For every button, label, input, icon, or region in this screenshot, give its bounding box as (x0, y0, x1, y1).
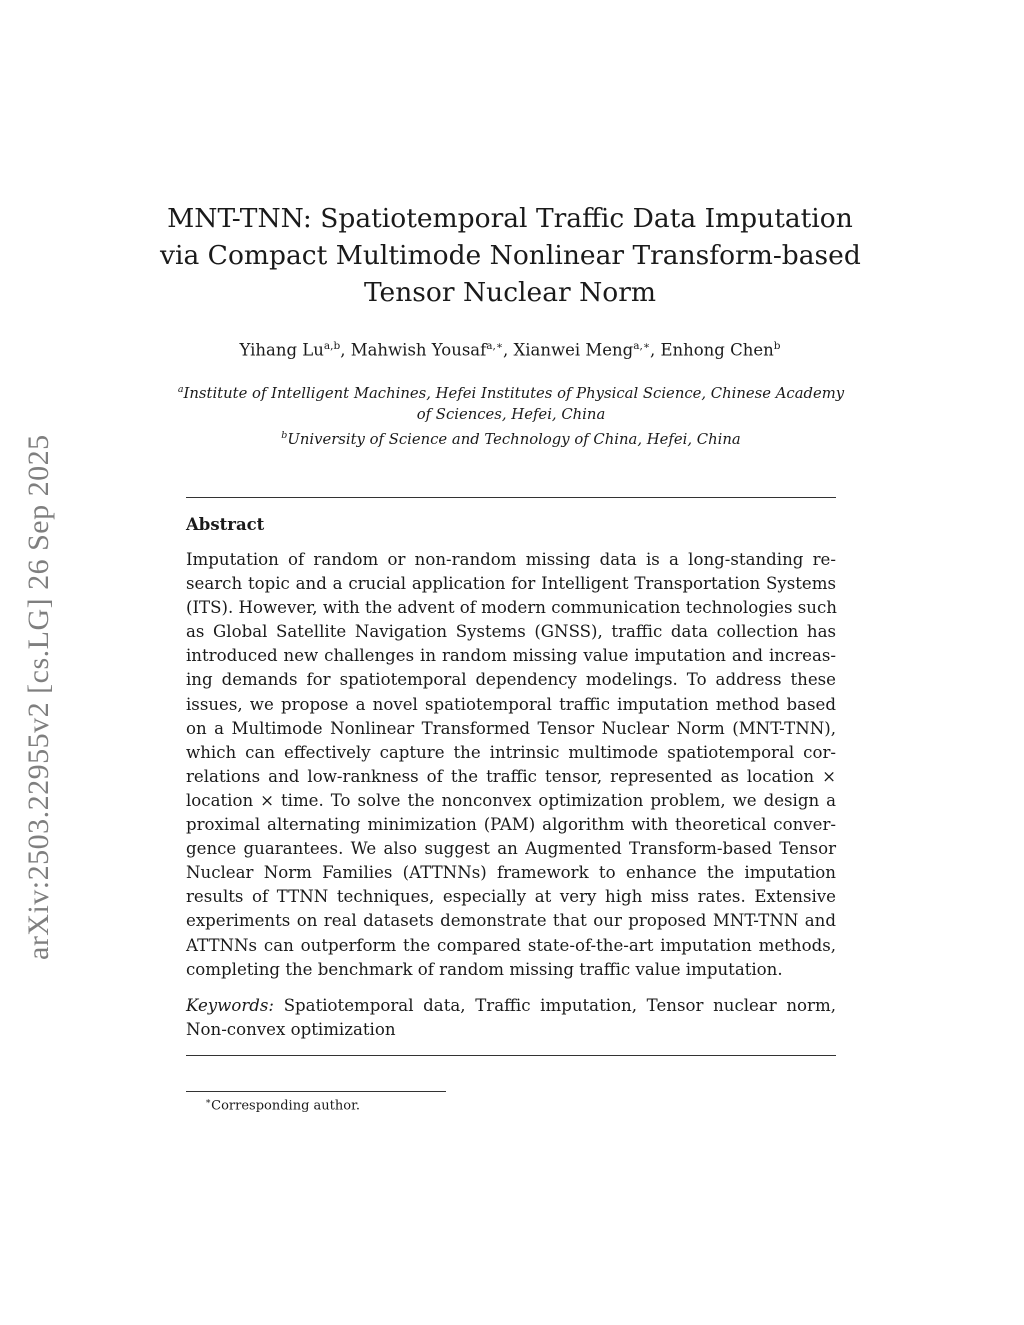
title-line: MNT-TNN: Spatiotemporal Traffic Data Imputation (167, 203, 853, 234)
author-affiliation-mark: a,b (323, 340, 341, 352)
keywords-text-1: Spatiotemporal data, Traffic imputation, Tensor nuclear norm, (274, 996, 836, 1015)
abstract-line: proximal alternating minimization (PAM) algorithm with theoretical conver- (186, 815, 836, 835)
affiliation-a-line-1 (175, 379, 847, 404)
abstract-line: gence guarantees. We also suggest an Augmented Transform-based Tensor (186, 839, 836, 859)
paper-title (160, 200, 860, 311)
abstract-top-rule (186, 497, 836, 498)
abstract-line: Nuclear Norm Families (ATTNNs) framework to enhance the imputation (186, 863, 836, 883)
author-name: Enhong Chen (660, 340, 774, 360)
author-affiliation-mark: a,∗ (633, 340, 650, 352)
keywords-line-2: Non-convex optimization (186, 1020, 396, 1040)
author-separator: , (502, 340, 514, 360)
keywords-line-1 (186, 994, 836, 1018)
affiliation-b-mark: b (281, 429, 288, 441)
abstract-line: results of TTNN techniques, especially at very high miss rates. Extensive (186, 887, 836, 907)
affiliation-a-line-2: of Sciences, Hefei, China (416, 405, 606, 423)
abstract-line: introduced new challenges in random missing value imputation and increas- (186, 646, 836, 666)
author-list (160, 340, 860, 360)
abstract-line: on a Multimode Nonlinear Transformed Tensor Nuclear Norm (MNT-TNN), (186, 718, 836, 738)
affiliation-a-text-1: Institute of Intelligent Machines, Hefei Institutes of Physical Science, Chinese Academy (183, 384, 845, 402)
title-line: Tensor Nuclear Norm (363, 277, 657, 308)
affiliation-b-line (175, 425, 847, 450)
abstract-line: ing demands for spatiotemporal dependency modelings. To address these (186, 670, 836, 690)
abstract-bottom-rule (186, 1055, 836, 1056)
author-separator: , (340, 340, 351, 360)
abstract-line: Imputation of random or non-random missing data is a long-standing re- (186, 550, 836, 569)
abstract-line: location × time. To solve the nonconvex optimization problem, we design a (186, 790, 836, 810)
author-affiliation-mark: a,∗ (486, 340, 503, 352)
affiliations (175, 379, 847, 450)
keywords (186, 994, 836, 1042)
affiliation-a-mark: a (177, 384, 184, 395)
abstract-body (186, 548, 836, 982)
footnote-text: Corresponding author. (211, 1098, 360, 1114)
abstract-heading: Abstract (186, 515, 265, 534)
author-name: Mahwish Yousaf (350, 340, 487, 360)
abstract-line: search topic and a crucial application for Intelligent Transportation Systems (186, 574, 836, 594)
author-name: Yihang Lu (239, 340, 324, 360)
author-name: Xianwei Meng (513, 340, 634, 360)
abstract-line: (ITS). However, with the advent of modern communication technologies such (186, 598, 837, 618)
abstract-line: as Global Satellite Navigation Systems (GNSS), traffic data collection has (186, 622, 836, 642)
affiliation-b-text: University of Science and Technology of China, Hefei, China (287, 430, 741, 448)
arxiv-identifier: arXiv:2503.22955v2 [cs.LG] 26 Sep 2025 (22, 434, 55, 960)
keywords-label: Keywords: (186, 996, 275, 1015)
title-line: via Compact Multimode Nonlinear Transform-based (160, 240, 861, 271)
footnote-mark: ∗ (205, 1097, 212, 1107)
abstract-line: which can effectively capture the intrinsic multimode spatiotemporal cor- (186, 742, 836, 762)
footnote (205, 1097, 360, 1113)
author-separator: , (649, 340, 661, 360)
abstract-line: completing the benchmark of random missing traffic value imputation. (186, 959, 783, 979)
author-affiliation-mark: b (773, 340, 781, 352)
abstract-line: issues, we propose a novel spatiotemporal traffic imputation method based (186, 694, 836, 714)
footnote-rule (186, 1091, 446, 1092)
abstract-line: experiments on real datasets demonstrate that our proposed MNT-TNN and (186, 911, 836, 931)
abstract-line: ATTNNs can outperform the compared state-of-the-art imputation methods, (186, 935, 836, 955)
abstract-line: relations and low-rankness of the traffic tensor, represented as location × (186, 766, 836, 786)
